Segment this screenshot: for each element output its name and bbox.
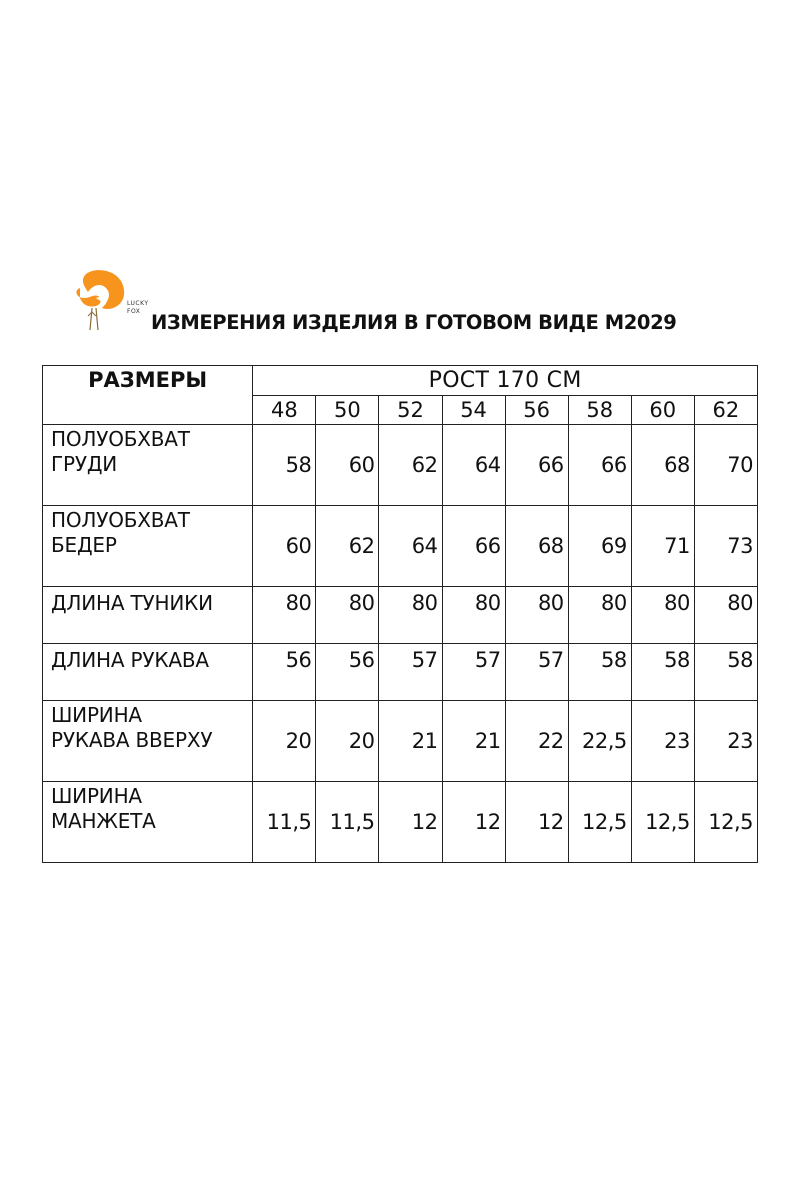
row-label: ДЛИНА ТУНИКИ bbox=[43, 587, 253, 644]
table-cell: 69 bbox=[568, 506, 631, 587]
table-cell: 68 bbox=[505, 506, 568, 587]
table-cell: 66 bbox=[442, 506, 505, 587]
table-cell: 23 bbox=[694, 701, 757, 782]
row-label-line1: ШИРИНА bbox=[51, 784, 142, 808]
table-cell: 58 bbox=[694, 644, 757, 701]
table-cell: 64 bbox=[442, 425, 505, 506]
table-cell: 21 bbox=[442, 701, 505, 782]
brand-logo bbox=[72, 268, 152, 334]
size-header-cell: 58 bbox=[568, 395, 631, 425]
row-label bbox=[43, 506, 253, 587]
table-cell: 80 bbox=[568, 587, 631, 644]
row-label-line2: МАНЖЕТА bbox=[51, 809, 156, 833]
table-cell: 80 bbox=[694, 587, 757, 644]
table-cell: 12 bbox=[379, 782, 442, 863]
table-cell: 57 bbox=[505, 644, 568, 701]
table-cell: 20 bbox=[253, 701, 316, 782]
page-title: ИЗМЕРЕНИЯ ИЗДЕЛИЯ В ГОТОВОМ ВИДЕ М2029 bbox=[151, 311, 677, 334]
table-cell: 80 bbox=[253, 587, 316, 644]
table-cell: 70 bbox=[694, 425, 757, 506]
table-cell: 12,5 bbox=[568, 782, 631, 863]
table-row bbox=[43, 644, 758, 701]
table-cell: 80 bbox=[442, 587, 505, 644]
table-cell: 66 bbox=[568, 425, 631, 506]
table-cell: 56 bbox=[253, 644, 316, 701]
logo-text-line1: LUCKY bbox=[127, 300, 149, 307]
table-cell: 57 bbox=[442, 644, 505, 701]
size-header-cell: 54 bbox=[442, 395, 505, 425]
table-cell: 62 bbox=[379, 425, 442, 506]
row-label bbox=[43, 782, 253, 863]
size-header-cell: 62 bbox=[694, 395, 757, 425]
sizes-header: РАЗМЕРЫ bbox=[43, 366, 253, 425]
table-header-row bbox=[43, 366, 758, 396]
size-table bbox=[42, 365, 758, 863]
row-label-line2: ГРУДИ bbox=[51, 452, 118, 476]
table-cell: 71 bbox=[631, 506, 694, 587]
table-cell: 12,5 bbox=[631, 782, 694, 863]
row-label: ДЛИНА РУКАВА bbox=[43, 644, 253, 701]
table-cell: 21 bbox=[379, 701, 442, 782]
table-cell: 23 bbox=[631, 701, 694, 782]
size-header-cell: 50 bbox=[316, 395, 379, 425]
table-cell: 62 bbox=[316, 506, 379, 587]
table-cell: 60 bbox=[253, 506, 316, 587]
table-row bbox=[43, 587, 758, 644]
table-cell: 68 bbox=[631, 425, 694, 506]
height-group-header: РОСТ 170 СМ bbox=[253, 366, 758, 396]
table-cell: 12 bbox=[505, 782, 568, 863]
row-label bbox=[43, 425, 253, 506]
table-cell: 80 bbox=[505, 587, 568, 644]
table-row bbox=[43, 782, 758, 863]
table-cell: 80 bbox=[631, 587, 694, 644]
table-cell: 80 bbox=[316, 587, 379, 644]
table-cell: 73 bbox=[694, 506, 757, 587]
logo-text-line2: FOX bbox=[127, 308, 141, 315]
table-row bbox=[43, 425, 758, 506]
table-cell: 11,5 bbox=[253, 782, 316, 863]
table-cell: 20 bbox=[316, 701, 379, 782]
table-cell: 12,5 bbox=[694, 782, 757, 863]
row-label-line2: БЕДЕР bbox=[51, 533, 117, 557]
row-label-line2: РУКАВА ВВЕРХУ bbox=[51, 728, 213, 752]
table-cell: 57 bbox=[379, 644, 442, 701]
size-header-cell: 56 bbox=[505, 395, 568, 425]
table-cell: 64 bbox=[379, 506, 442, 587]
table-cell: 80 bbox=[379, 587, 442, 644]
size-header-cell: 52 bbox=[379, 395, 442, 425]
row-label bbox=[43, 701, 253, 782]
table-cell: 22 bbox=[505, 701, 568, 782]
table-cell: 60 bbox=[316, 425, 379, 506]
table-cell: 58 bbox=[631, 644, 694, 701]
row-label-line1: ПОЛУОБХВАТ bbox=[51, 427, 190, 451]
table-cell: 56 bbox=[316, 644, 379, 701]
size-header-cell: 60 bbox=[631, 395, 694, 425]
fox-icon bbox=[72, 268, 128, 334]
table-cell: 11,5 bbox=[316, 782, 379, 863]
size-header-cell: 48 bbox=[253, 395, 316, 425]
table-cell: 58 bbox=[568, 644, 631, 701]
table-cell: 66 bbox=[505, 425, 568, 506]
table-cell: 12 bbox=[442, 782, 505, 863]
table-row bbox=[43, 701, 758, 782]
table-row bbox=[43, 506, 758, 587]
table-cell: 58 bbox=[253, 425, 316, 506]
row-label-line1: ШИРИНА bbox=[51, 703, 142, 727]
table-cell: 22,5 bbox=[568, 701, 631, 782]
row-label-line1: ПОЛУОБХВАТ bbox=[51, 508, 190, 532]
